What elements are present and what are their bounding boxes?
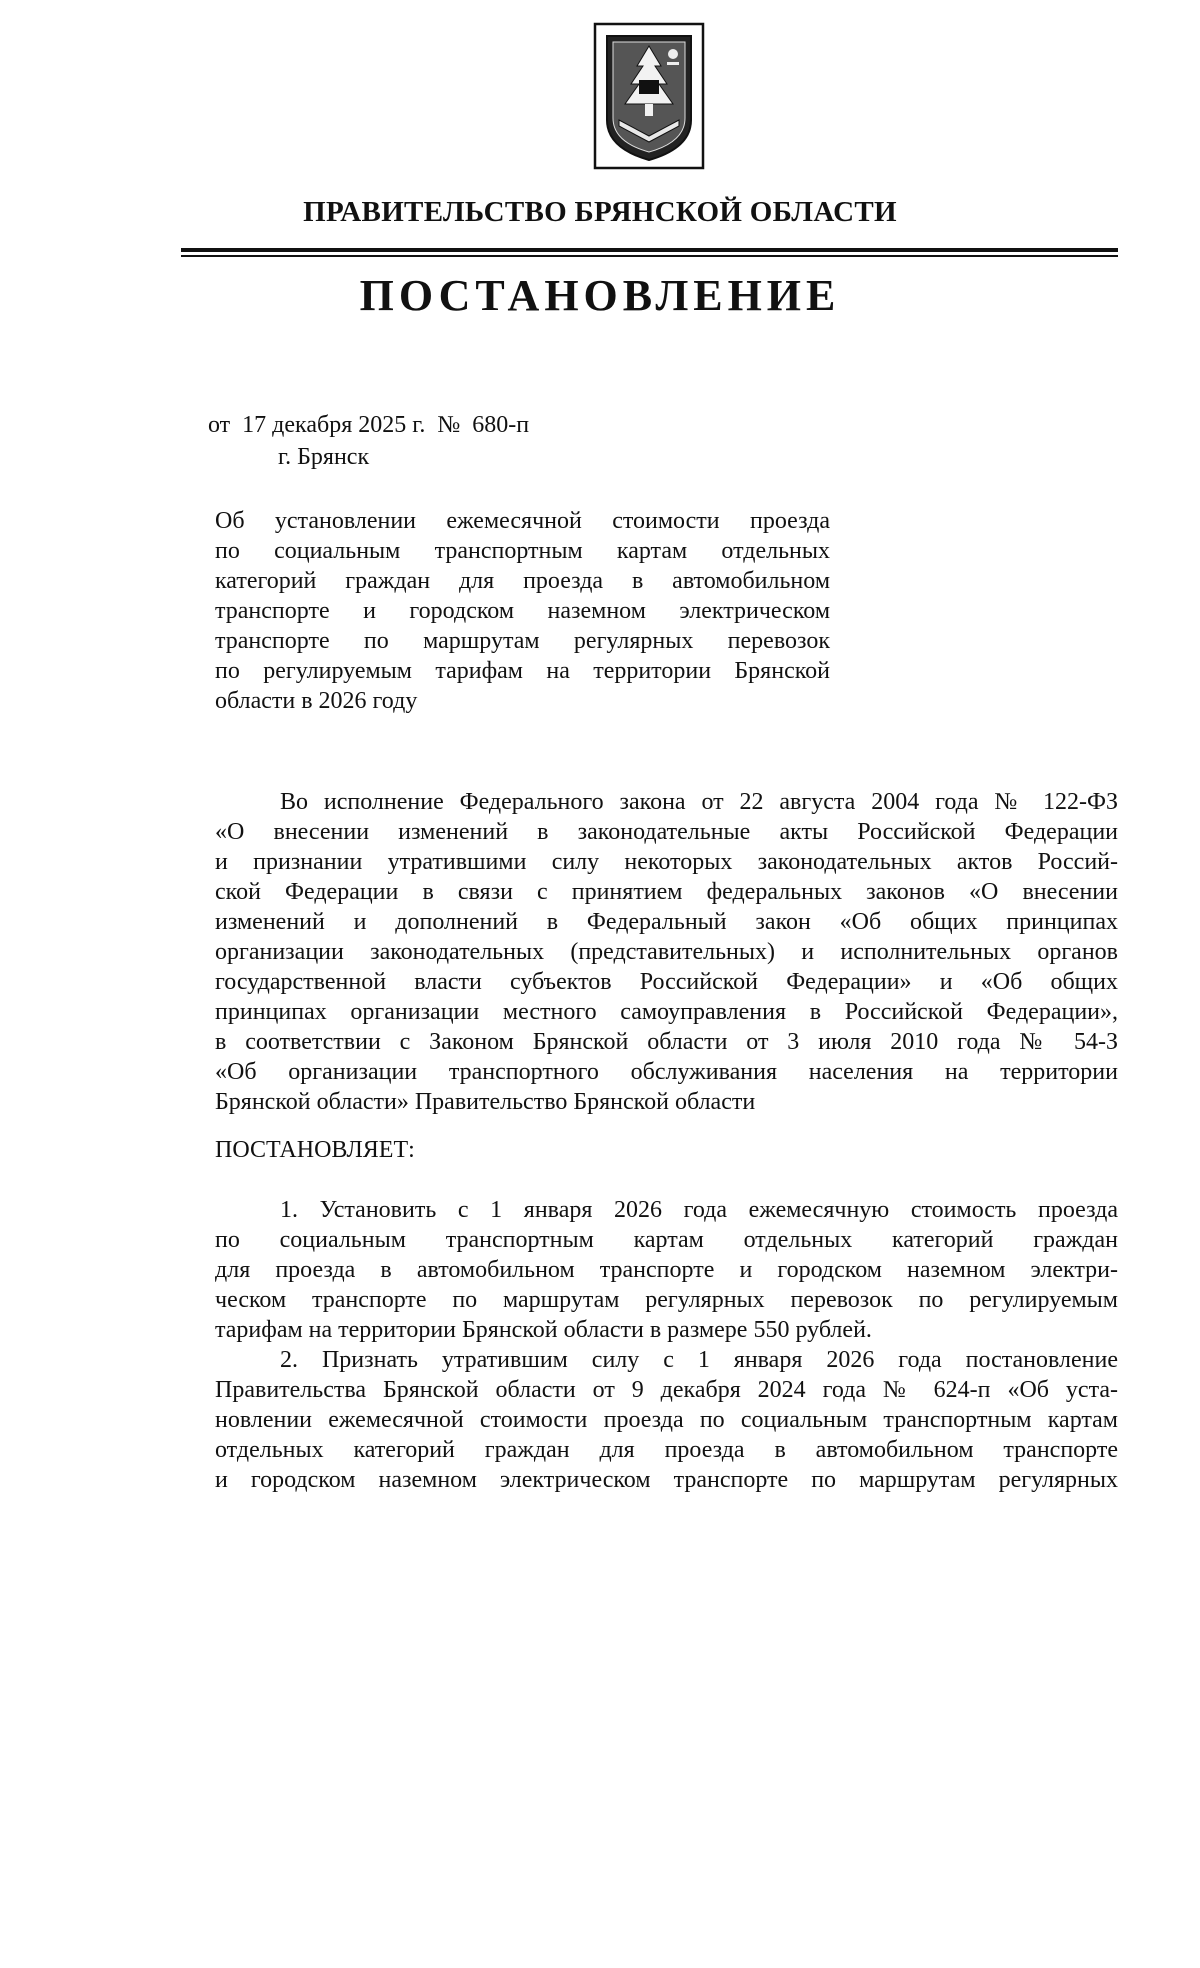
coat-of-arms-emblem [593,22,705,170]
subject-line: по социальным транспортным картам отдельных [215,538,830,564]
header-divider-thin [181,255,1118,257]
item-2-paragraph [215,1345,1118,1495]
item-line: по социальным транспортным картам отдельных категорий граждан [215,1227,1118,1253]
date-prefix: от [208,412,231,438]
preamble-line: в соответствии с Законом Брянской области от 3 июля 2010 года № 54-З [215,1029,1118,1055]
document-number: 680-п [472,412,530,438]
item-line: Правительства Брянской области от 9 декабря 2024 года № 624-п «Об уста- [215,1377,1118,1403]
preamble-line: и признании утратившими силу некоторых законодательных актов Россий- [215,849,1118,875]
bryansk-coat-of-arms-icon [593,22,705,170]
preamble-line: «Об организации транспортного обслуживания населения на территории [215,1059,1118,1085]
subject-line: категорий граждан для проезда в автомобильном [215,568,830,594]
item-line: ческом транспорте по маршрутам регулярных перевозок по регулируемым [215,1287,1118,1313]
number-sign: № [437,412,461,438]
item-line: 1. Установить с 1 января 2026 года ежемесячную стоимость проезда [280,1197,1118,1223]
preamble-line: ской Федерации в связи с принятием федеральных законов «О внесении [215,879,1118,905]
preamble-line: Брянской области» Правительство Брянской области [215,1089,756,1115]
subject-line: по регулируемым тарифам на территории Брянской [215,658,830,684]
item-line: для проезда в автомобильном транспорте и городском наземном электри- [215,1257,1118,1283]
item-line: и городском наземном электрическом транспорте по маршрутам регулярных [215,1467,1118,1493]
item-line: отдельных категорий граждан для проезда в автомобильном транспорте [215,1437,1118,1463]
preamble-line: Во исполнение Федерального закона от 22 августа 2004 года № 122-ФЗ [280,789,1118,815]
document-place: г. Брянск [278,444,370,470]
item-line: новлении ежемесячной стоимости проезда по социальным транспортным картам [215,1407,1118,1433]
item-line: 2. Признать утратившим силу с 1 января 2026 года постановление [280,1347,1118,1373]
header-divider-thick [181,248,1118,252]
document-date: 17 декабря 2025 г. [242,412,426,438]
document-subject [215,506,830,716]
subject-line: области в 2026 году [215,688,418,714]
subject-line: Об установлении ежемесячной стоимости проезда [215,508,830,534]
preamble-line: организации законодательных (представительных) и исполнительных органов [215,939,1118,965]
preamble-paragraph [215,787,1118,1117]
government-title: ПРАВИТЕЛЬСТВО БРЯНСКОЙ ОБЛАСТИ [303,196,897,228]
preamble-line: государственной власти субъектов Российской Федерации» и «Об общих [215,969,1118,995]
date-number-line [208,412,535,439]
item-1-paragraph [215,1195,1118,1345]
preamble-line: «О внесении изменений в законодательные акты Российской Федерации [215,819,1118,845]
item-line: тарифам на территории Брянской области в размере 550 рублей. [215,1317,872,1343]
subject-line: транспорте и городском наземном электрическом [215,598,830,624]
document-type-title: ПОСТАНОВЛЕНИЕ [359,271,841,320]
decree-word: ПОСТАНОВЛЯЕТ: [215,1137,415,1163]
preamble-line: изменений и дополнений в Федеральный закон «Об общих принципах [215,909,1118,935]
subject-line: транспорте по маршрутам регулярных перевозок [215,628,830,654]
preamble-line: принципах организации местного самоуправления в Российской Федерации», [215,999,1118,1025]
